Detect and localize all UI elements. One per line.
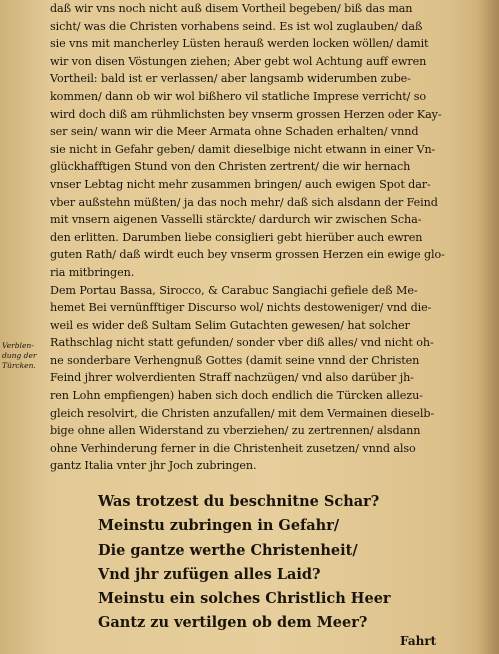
verse-line: Meinstu zubringen in Gefahr/ [98,517,340,535]
text-line: sie nicht in Gefahr geben/ damit dieselbige nicht etwann in einer Vn- [50,142,436,156]
text-line: daß wir vns noch nicht auß disem Vortheil begeben/ biß das man [50,2,413,15]
verse-line: Vnd jhr zufügen alles Laid? [98,565,321,583]
text-line: ria mitbringen. [50,265,135,279]
text-line: ohne Verhinderung ferner in die Christenheit zusetzen/ vnnd also [50,441,416,455]
margin-note [2,341,50,371]
text-line: wird doch diß am rühmlichsten bey vnserm grossen Herzen oder Kay- [50,107,442,121]
margin-note-line: Verblen- [2,341,34,350]
text-line: den erlitten. Darumben liebe consiglieri gebt hierüber auch ewren [50,230,423,244]
verse-line: Meinstu ein solches Christlich Heer [98,590,391,608]
text-line: kommen/ dann ob wir wol bißhero vil statliche Imprese verricht/ so [50,89,427,103]
text-line: Vortheil: bald ist er verlassen/ aber langsamb widerumben zube- [50,72,411,86]
verse-line: Was trotzest du beschnitne Schar? [98,493,380,510]
page-edge-shadow [477,0,499,654]
text-line: ne sonderbare Verhengnuß Gottes (damit seine vnnd der Christen [50,353,420,367]
text-line: gleich resolvirt, die Christen anzufallen/ mit dem Vermainen dieselb- [50,406,435,420]
text-line: mit vnsern aigenen Vasselli stärckte/ dardurch wir zwischen Scha- [50,213,422,227]
body-text [50,0,448,475]
text-line: ren Lohn empfiengen) haben sich doch endlich die Türcken allezu- [50,389,423,403]
verse-block [98,490,428,636]
text-line: Feind jhrer wolverdienten Straff nachzügen/ vnd also darüber jh- [50,371,414,385]
text-line: sicht/ was die Christen vorhabens seind. Es ist wol zuglauben/ daß [50,19,423,33]
verse-line: Gantz zu vertilgen ob dem Meer? [98,614,368,632]
text-line: Dem Portau Bassa, Sirocco, & Carabuc Sangiachi gefiele deß Me- [50,283,418,297]
text-line: weil es wider deß Sultam Selim Gutachten gewesen/ hat solcher [50,318,410,332]
text-line: hemet Bei vernünfftiger Discurso wol/ nichts destoweniger/ vnd die- [50,301,432,315]
text-line: sie vns mit mancherley Lüsten herauß werden locken wöllen/ damit [50,37,429,51]
margin-note-line: dung der [2,351,37,360]
text-line: gantz Italia vnter jhr Joch zubringen. [50,459,257,473]
verse-line: Die gantze werthe Christenheit/ [98,541,358,559]
text-line: vnser Lebtag nicht mehr zusammen bringen/ auch ewigen Spot dar- [50,177,431,191]
text-line: bige ohne allen Widerstand zu vberziehen/ zu zertrennen/ alsdann [50,424,421,438]
margin-note-line: Türcken. [2,361,36,370]
text-line: vber außstehn müßten/ ja das noch mehr/ daß sich alsdann der Feind [50,195,438,209]
text-line: ser sein/ wann wir die Meer Armata ohne Schaden erhalten/ vnnd [50,125,419,139]
text-line: guten Rath/ daß wirdt euch bey vnserm grossen Herzen ein ewige glo- [50,248,445,262]
text-line: wir von disen Vöstungen ziehen; Aber gebt wol Achtung auff ewren [50,54,427,68]
text-line: Rathschlag nicht statt gefunden/ sonder vber diß alles/ vnd nicht oh- [50,336,434,350]
catchword: Fahrt [400,634,437,648]
text-line: glückhafftigen Stund von den Christen zertrent/ die wir hernach [50,160,411,174]
